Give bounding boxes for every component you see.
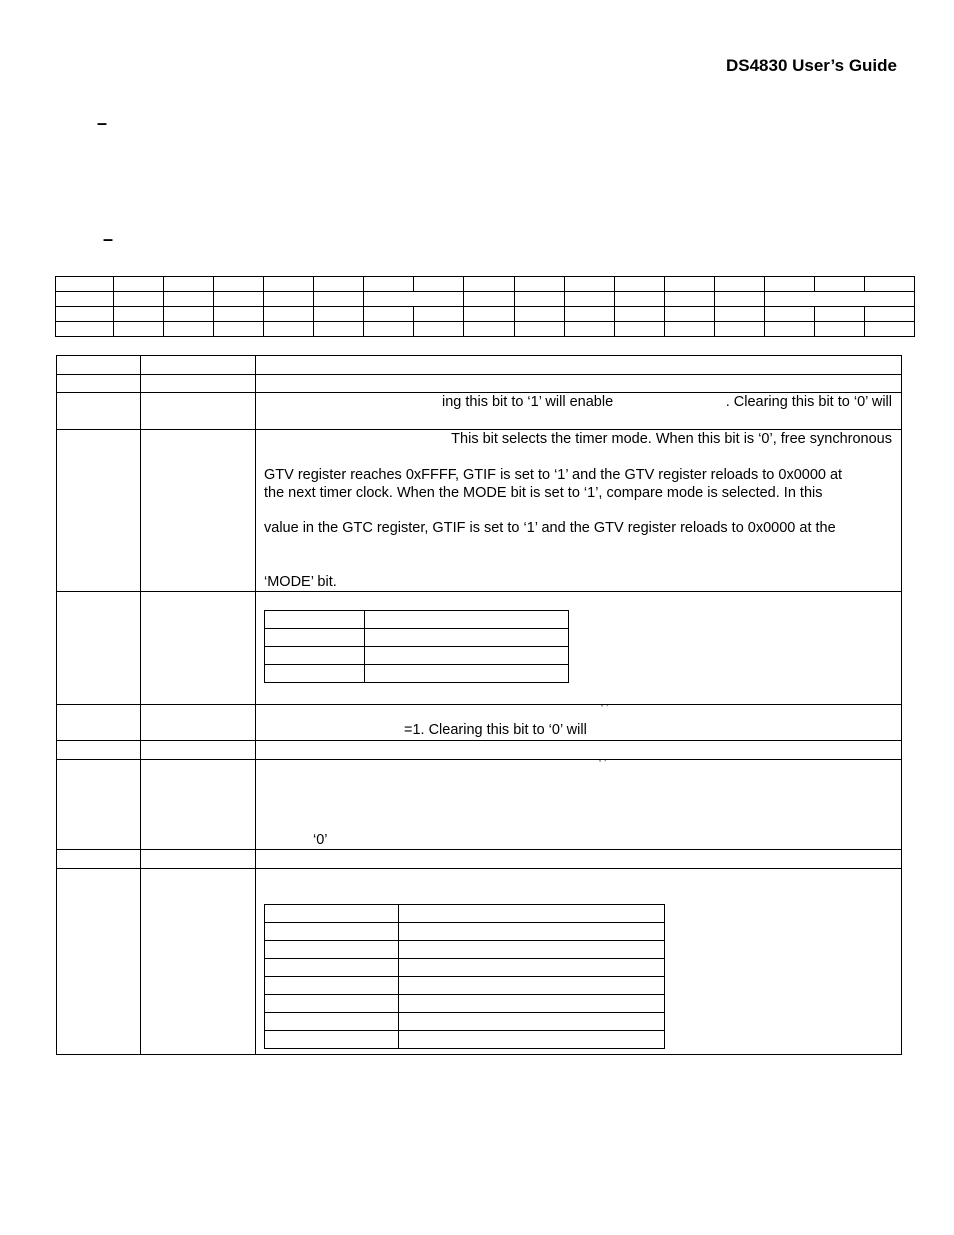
mode-description-line: ‘MODE’ bit.: [264, 574, 337, 590]
mode-description-line: the next timer clock. When the MODE bit is set to ‘1’, compare mode is selected. In this: [264, 485, 823, 501]
table-row: [57, 850, 902, 869]
table-row: [56, 322, 915, 337]
nested-value-table: [264, 610, 569, 683]
bit-description-table: [56, 355, 902, 1055]
mode-description-line: This bit selects the timer mode. When this bit is ‘0’, free synchronous: [451, 431, 892, 447]
table-row: [57, 760, 902, 850]
table-row: [56, 292, 915, 307]
bit-description-text: . Clearing this bit to ‘0’ will: [725, 394, 892, 410]
table-row: [57, 869, 902, 1055]
bit-description-text: =1. Clearing this bit to ‘0’ will: [404, 722, 587, 738]
nested-value-table: [264, 904, 665, 1049]
section-dash: –: [103, 229, 114, 249]
table-row: [57, 705, 902, 741]
table-row: [57, 393, 902, 430]
register-bit-table: [55, 276, 915, 337]
bit-description-text: ‘0’: [313, 832, 328, 848]
mode-description-line: GTV register reaches 0xFFFF, GTIF is set to ‘1’ and the GTV register reloads to 0x0000 at: [264, 467, 843, 483]
table-row: [57, 375, 902, 393]
quote-marks: ‘ ’: [599, 758, 607, 769]
bit-description-text: ing this bit to ‘1’ will enable: [442, 394, 614, 410]
document-title: DS4830 User’s Guide: [725, 56, 897, 75]
table-row: [56, 277, 915, 292]
quote-marks: ‘ ’: [601, 703, 609, 714]
table-row: [57, 430, 902, 592]
mode-description-line: value in the GTC register, GTIF is set to ‘1’ and the GTV register reloads to 0x0000 at the: [264, 520, 836, 536]
section-dash: –: [97, 113, 108, 133]
table-row: [57, 592, 902, 705]
table-row: [57, 356, 902, 375]
table-row: [57, 741, 902, 760]
table-row: [56, 307, 915, 322]
